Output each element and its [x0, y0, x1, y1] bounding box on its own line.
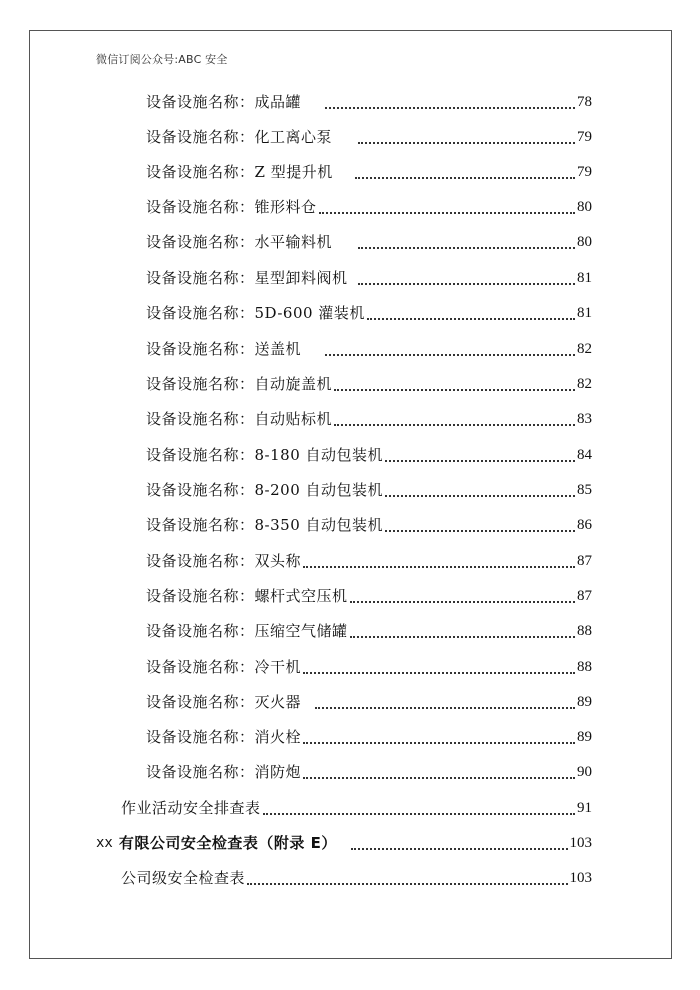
toc-page-number: 87	[577, 553, 592, 569]
toc-leader	[350, 619, 575, 643]
toc-entry-prefix: xx	[96, 835, 113, 851]
toc-page-number: 87	[577, 588, 592, 604]
toc-leader	[303, 549, 575, 573]
toc-entry[interactable]	[146, 725, 592, 749]
toc-entry-name: 8-180 自动包装机	[254, 446, 384, 464]
toc-entry[interactable]	[146, 584, 592, 608]
toc-page-number: 79	[577, 129, 592, 145]
toc-entry-prefix: 设备设施名称：	[146, 304, 255, 322]
toc-leader	[334, 372, 575, 396]
toc-entry[interactable]	[146, 195, 592, 219]
toc-entry[interactable]	[146, 760, 592, 784]
toc-entry-company-level[interactable]	[121, 866, 592, 890]
toc-leader	[358, 230, 575, 254]
toc-page-number: 89	[577, 729, 592, 745]
toc-entry-name: 水平输料机	[254, 233, 333, 251]
toc-page-number: 81	[577, 305, 592, 321]
toc-entry-prefix: 设备设施名称：	[146, 622, 255, 640]
toc-entry[interactable]	[146, 266, 592, 290]
toc-entry-prefix: 设备设施名称：	[146, 552, 255, 570]
toc-leader	[334, 407, 575, 431]
toc-entry[interactable]	[146, 513, 592, 537]
toc-entry[interactable]	[146, 619, 592, 643]
toc-leader	[315, 690, 575, 714]
toc-page-number: 84	[577, 447, 592, 463]
toc-entry-name: 锥形料仓	[254, 198, 317, 216]
toc-entry-prefix: 设备设施名称：	[146, 658, 255, 676]
toc-entry-name: 双头称	[254, 552, 302, 570]
toc-page-number: 89	[577, 694, 592, 710]
toc-leader	[263, 796, 575, 820]
toc-leader	[325, 337, 575, 361]
toc-entry-name: 灭火器	[254, 693, 302, 711]
toc-entry-name: Z 型提升机	[254, 163, 333, 181]
toc-entry-prefix: 设备设施名称：	[146, 340, 255, 358]
toc-entry-prefix: 设备设施名称：	[146, 375, 255, 393]
toc-leader	[319, 195, 575, 219]
toc-entry-name: 自动旋盖机	[254, 375, 333, 393]
toc-entry-prefix: 设备设施名称：	[146, 410, 255, 428]
toc-page-number: 79	[577, 164, 592, 180]
toc-page-number: 82	[577, 376, 592, 392]
toc-entry-name: 公司级安全检查表	[121, 869, 246, 887]
toc-entry-name: 自动贴标机	[254, 410, 333, 428]
toc-entry-prefix: 设备设施名称：	[146, 269, 255, 287]
toc-page-number: 90	[577, 764, 592, 780]
toc-page-number: 81	[577, 270, 592, 286]
toc-entry-work-activity[interactable]	[121, 796, 592, 820]
toc-entry-prefix: 设备设施名称：	[146, 763, 255, 781]
toc-entry-appendix-e[interactable]	[96, 831, 592, 855]
toc-leader	[385, 513, 575, 537]
toc-entry-prefix: 设备设施名称：	[146, 481, 255, 499]
toc-page-number: 103	[569, 835, 592, 851]
toc-page-number: 86	[577, 517, 592, 533]
toc-entry-prefix: 设备设施名称：	[146, 93, 255, 111]
toc-leader	[367, 301, 575, 325]
toc-leader	[358, 266, 575, 290]
toc-entry-name: 消火栓	[254, 728, 302, 746]
toc-page-number: 80	[577, 234, 592, 250]
toc-entry[interactable]	[146, 125, 592, 149]
toc-entry[interactable]	[146, 407, 592, 431]
toc-entry-prefix: 设备设施名称：	[146, 728, 255, 746]
toc-entry-name: 8-200 自动包装机	[254, 481, 384, 499]
toc-entry[interactable]	[146, 690, 592, 714]
toc-entry[interactable]	[146, 443, 592, 467]
page-header: 微信订阅公众号:ABC 安全	[96, 53, 228, 66]
toc-entry-name: 冷干机	[254, 658, 302, 676]
toc-leader	[350, 584, 575, 608]
toc-entry[interactable]	[146, 90, 592, 114]
toc-entry-prefix: 设备设施名称：	[146, 693, 255, 711]
toc-entry[interactable]	[146, 301, 592, 325]
toc-entry-name: 星型卸料阀机	[254, 269, 348, 287]
toc-page-number: 88	[577, 623, 592, 639]
toc-entry-name: 压缩空气储罐	[254, 622, 348, 640]
toc-entry-name: 8-350 自动包装机	[254, 516, 384, 534]
toc-leader	[303, 725, 575, 749]
toc-entry-prefix: 设备设施名称：	[146, 587, 255, 605]
toc-leader	[247, 866, 567, 890]
toc-entry-name: 螺杆式空压机	[254, 587, 348, 605]
toc-entry-name: 化工离心泵	[254, 128, 333, 146]
toc-page-number: 83	[577, 411, 592, 427]
toc-entry-name: 作业活动安全排查表	[121, 799, 261, 817]
toc-leader	[355, 160, 575, 184]
toc-leader	[351, 831, 568, 855]
toc-page-number: 103	[569, 870, 592, 886]
toc-entry[interactable]	[146, 655, 592, 679]
toc-page-number: 80	[577, 199, 592, 215]
toc-entry-prefix: 设备设施名称：	[146, 516, 255, 534]
toc-entry[interactable]	[146, 337, 592, 361]
toc-entry-name: 送盖机	[254, 340, 302, 358]
toc-entry[interactable]	[146, 372, 592, 396]
toc-entry-name: 5D-600 灌装机	[254, 304, 365, 322]
toc-page-number: 91	[577, 800, 592, 816]
toc-leader	[303, 655, 575, 679]
toc-page-number: 85	[577, 482, 592, 498]
toc-entry[interactable]	[146, 160, 592, 184]
toc-entry-prefix: 设备设施名称：	[146, 163, 255, 181]
toc-entry-name: 有限公司安全检查表（附录 E）	[118, 834, 337, 852]
toc-entry-name: 成品罐	[254, 93, 302, 111]
toc-page-number: 78	[577, 94, 592, 110]
toc-entry-prefix: 设备设施名称：	[146, 128, 255, 146]
toc-entry[interactable]	[146, 230, 592, 254]
toc-entry-prefix: 设备设施名称：	[146, 233, 255, 251]
toc-page-number: 88	[577, 659, 592, 675]
toc-leader	[303, 760, 575, 784]
toc-leader	[385, 478, 575, 502]
toc-leader	[385, 443, 575, 467]
toc-entry[interactable]	[146, 549, 592, 573]
toc-entry-prefix: 设备设施名称：	[146, 446, 255, 464]
toc-entry-prefix: 设备设施名称：	[146, 198, 255, 216]
toc-entry[interactable]	[146, 478, 592, 502]
toc-leader	[325, 90, 575, 114]
toc-page-number: 82	[577, 341, 592, 357]
toc-leader	[358, 125, 575, 149]
toc-entry-name: 消防炮	[254, 763, 302, 781]
